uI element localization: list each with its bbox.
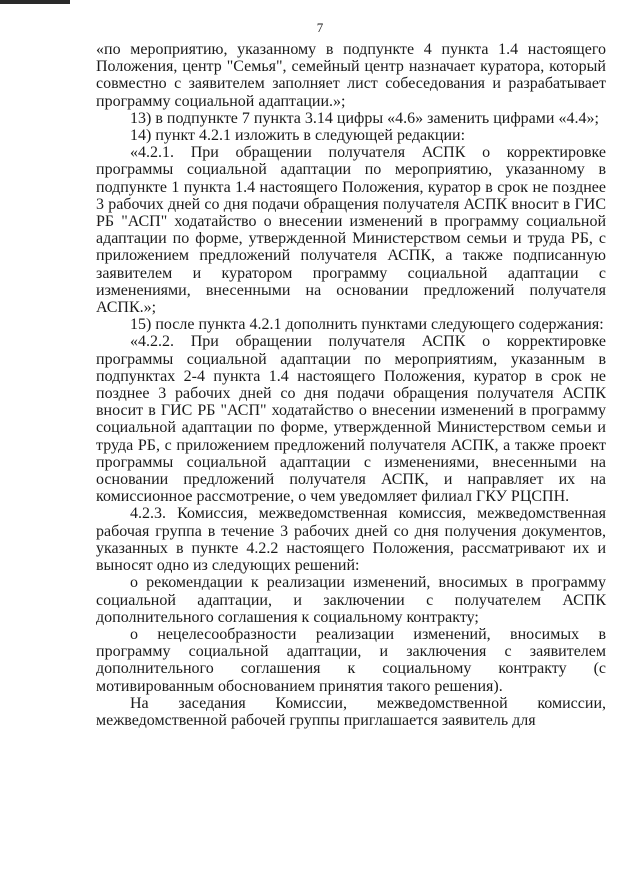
paragraph-decision-recommend: о рекомендации к реализации изменений, вносимых в программу социальной адаптации, и заключении с получателем АСПК дополнительного соглашения к социальному контракту; bbox=[96, 574, 606, 626]
page-number: 7 bbox=[316, 20, 324, 35]
paragraph-clause-4-2-1: «4.2.1. При обращении получателя АСПК о корректировке программы социальной адаптации по мероприятию, указанному в подпункте 1 пункта 1.4 настоящего Положения, куратор в срок не позднее 3 рабочих дней со дня подачи обращения получателя АСПК вносит в ГИС РБ "АСП" ходатайство о внесении изменений в программу социальной адаптации по форме, утвержденной Министерством семьи и труда РБ, с приложением предложений получателя АСПК, а также подписанную заявителем и куратором программу социальной адаптации с изменениями, внесенными на основании предложений получателя АСПК.»; bbox=[96, 144, 606, 317]
document-body bbox=[96, 41, 606, 729]
paragraph-item-14: 14) пункт 4.2.1 изложить в следующей редакции: bbox=[130, 127, 466, 145]
paragraph-item-15: 15) после пункта 4.2.1 дополнить пунктами следующего содержания: bbox=[130, 316, 604, 334]
scan-corner-mark bbox=[0, 0, 70, 4]
paragraph-clause-4-2-2: «4.2.2. При обращении получателя АСПК о корректировке программы социальной адаптации по мероприятиям, указанным в подпунктах 2-4 пункта 1.4 настоящего Положения, куратор в срок не позднее 3 рабочих дней со дня подачи обращения получателя АСПК вносит в ГИС РБ "АСП" ходатайство о внесении изменений в программу социальной адаптации по форме, утвержденной Министерством семьи и труда РБ, с приложением предложений получателя АСПК, а также проект программы социальной адаптации с изменениями, внесенными на основании предложений получателя АСПК, и направляет их на комиссионное рассмотрение, о чем уведомляет филиал ГКУ РЦСПН. bbox=[96, 333, 606, 506]
paragraph-quote-continuation: «по мероприятию, указанному в подпункте 4 пункта 1.4 настоящего Положения, центр "Семья", семейный центр назначает куратора, который совместно с заявителем заполняет лист собеседования и разрабатывает программу социальной адаптации.»; bbox=[96, 41, 606, 110]
paragraph-clause-4-2-3: 4.2.3. Комиссия, межведомственная комиссия, межведомственная рабочая группа в течение 3 рабочих дней со дня получения документов, указанных в пункте 4.2.2 настоящего Положения, рассматривают их и выносят одно из следующих решений: bbox=[96, 505, 606, 575]
paragraph-meeting-invitation: На заседания Комиссии, межведомственной комиссии, межведомственной рабочей группы приглашается заявитель для bbox=[96, 694, 606, 729]
paragraph-decision-reject: о нецелесообразности реализации изменений, вносимых в программу социальной адаптации, и заключения с заявителем дополнительного соглашения к социальному контракту (с мотивированным обоснованием принятия такого решения). bbox=[96, 625, 606, 695]
paragraph-item-13: 13) в подпункте 7 пункта 3.14 цифры «4.6» заменить цифрами «4.4»; bbox=[130, 109, 599, 127]
